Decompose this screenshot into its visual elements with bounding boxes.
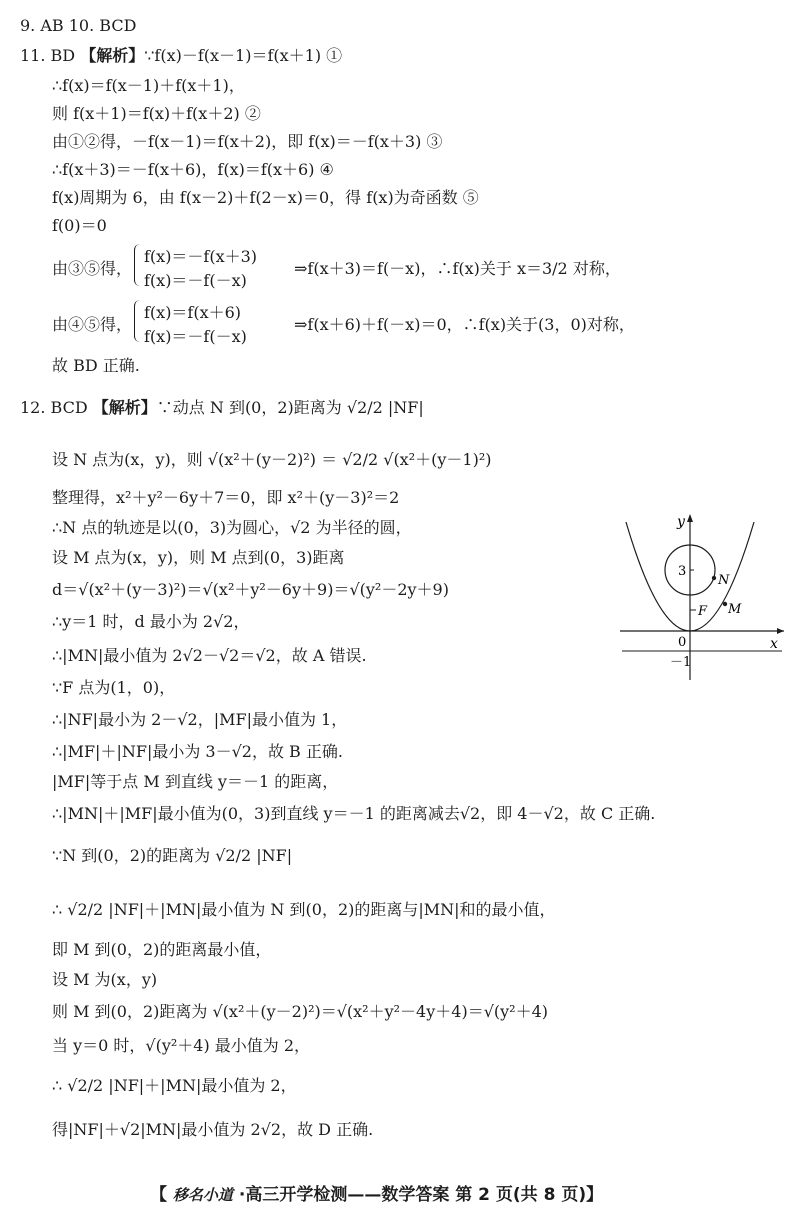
q12-line-7: ∴y＝1 时，d 最小为 2√2， — [52, 612, 250, 631]
point-N-dot — [712, 576, 716, 580]
parabola-circle-diagram — [612, 510, 792, 685]
system-1-lead: 由③⑤得， — [52, 259, 133, 278]
q12-line-13: ∴|MN|＋|MF|最小值为(0，3)到直线 y＝－1 的距离减去√2，即 4－√2，故 C 正确. — [52, 804, 656, 823]
q12-answer: 12. BCD — [20, 398, 88, 417]
q12-line-20: ∴ √2/2 |NF|＋|MN|最小值为 2， — [52, 1076, 297, 1095]
q12-analysis-tag: 【解析】 — [92, 398, 157, 417]
q12-line-18: 则 M 到(0，2)距离为 √(x²＋(y－2)²)＝√(x²＋y²－4y＋4)＝√(y²＋4) — [52, 1002, 549, 1021]
q12-line-6: d＝√(x²＋(y－3)²)＝√(x²＋y²－6y＋9)＝√(y²－2y＋9) — [52, 580, 449, 599]
point-F-label: F — [698, 604, 708, 619]
q11-line-6: f(x)周期为 6，由 f(x－2)＋f(2－x)＝0，得 f(x)为奇函数 ⑤ — [52, 188, 479, 207]
point-N-label: N — [718, 573, 730, 588]
q12-line-21: 得|NF|＋√2|MN|最小值为 2√2，故 D 正确. — [52, 1120, 374, 1139]
origin-label: 0 — [678, 635, 687, 650]
point-M-dot — [723, 602, 727, 606]
system-1-brace — [134, 244, 143, 286]
q12-line-2: 设 N 点为(x，y)，则 √(x²＋(y－2)²) ＝ √2/2 √(x²＋(y－1)²) — [52, 450, 492, 469]
system-2-brace — [134, 300, 143, 342]
q12-line-11: ∴|MF|＋|NF|最小为 3－√2，故 B 正确. — [52, 742, 343, 761]
q12-line-14: ∵N 到(0，2)的距离为 √2/2 |NF| — [52, 846, 293, 865]
q11-line-3: 则 f(x＋1)＝f(x)＋f(x＋2) ② — [52, 104, 261, 123]
q12-line-15: ∴ √2/2 |NF|＋|MN|最小值为 N 到(0，2)的距离与|MN|和的最小值， — [52, 900, 556, 919]
q11-analysis-tag: 【解析】 — [80, 46, 145, 65]
q12-line-9: ∵F 点为(1，0)， — [52, 678, 176, 697]
q12-line-19: 当 y＝0 时，√(y²＋4) 最小值为 2， — [52, 1036, 311, 1055]
q12-line-8: ∴|MN|最小值为 2√2－√2＝√2，故 A 错误. — [52, 646, 367, 665]
footer-title: ·高三开学检测——数学答案 第 2 页(共 8 页)】 — [238, 1185, 604, 1205]
q12-line-12: |MF|等于点 M 到直线 y＝－1 的距离， — [52, 772, 339, 791]
brand-logo: 移名小道 — [172, 1186, 233, 1204]
q12-line-4: ∴N 点的轨迹是以(0，3)为圆心，√2 为半径的圆， — [52, 518, 412, 537]
system-1-row-1: f(x)＝－f(x＋3) — [144, 247, 258, 266]
y-axis-arrow — [687, 514, 693, 522]
answer-line-9-10: 9. AB 10. BCD — [20, 16, 137, 35]
system-2-result: ⇒f(x＋6)＋f(－x)＝0，∴f(x)关于(3，0)对称， — [294, 315, 635, 334]
q11-header — [20, 46, 342, 66]
system-2-lead: 由④⑤得， — [52, 315, 133, 334]
q11-line-1: ∵f(x)－f(x－1)＝f(x＋1) ① — [144, 46, 343, 65]
x-axis-label: x — [770, 636, 778, 652]
system-1-row-2: f(x)＝－f(－x) — [144, 271, 247, 290]
x-axis-arrow — [777, 628, 784, 634]
q12-line-10: ∴|NF|最小为 2－√2，|MF|最小值为 1， — [52, 710, 348, 729]
q11-answer: 11. BD — [20, 46, 76, 65]
system-2-row-1: f(x)＝f(x＋6) — [144, 303, 242, 322]
tick-3-label: 3 — [678, 564, 687, 579]
q12-line-16: 即 M 到(0，2)的距离最小值， — [52, 940, 272, 959]
q11-conclusion: 故 BD 正确. — [52, 356, 140, 375]
q12-header — [20, 398, 424, 418]
footer-open-bracket: 【 — [150, 1185, 167, 1205]
q11-line-7: f(0)＝0 — [52, 216, 107, 235]
q12-line-3: 整理得，x²＋y²－6y＋7＝0，即 x²＋(y－3)²＝2 — [52, 488, 400, 507]
q11-line-2: ∴f(x)＝f(x－1)＋f(x＋1)， — [52, 76, 245, 95]
q12-line-17: 设 M 为(x，y) — [52, 970, 158, 989]
point-M-label: M — [728, 602, 742, 617]
q12-line-1: ∵动点 N 到(0，2)距离为 √2/2 |NF| — [156, 398, 424, 417]
q12-line-5: 设 M 点为(x，y)，则 M 点到(0，3)距离 — [52, 548, 345, 567]
system-2-row-2: f(x)＝－f(－x) — [144, 327, 247, 346]
y-axis-label: y — [677, 514, 685, 530]
q11-line-5: ∴f(x＋3)＝－f(x＋6)，f(x)＝f(x＋6) ④ — [52, 160, 334, 179]
tick-neg1-label: －1 — [670, 655, 692, 670]
page-footer — [150, 1180, 603, 1205]
system-1-result: ⇒f(x＋3)＝f(－x)，∴f(x)关于 x＝3/2 对称， — [294, 259, 621, 278]
q11-line-4: 由①②得，－f(x－1)＝f(x＋2)，即 f(x)＝－f(x＋3) ③ — [52, 132, 443, 151]
